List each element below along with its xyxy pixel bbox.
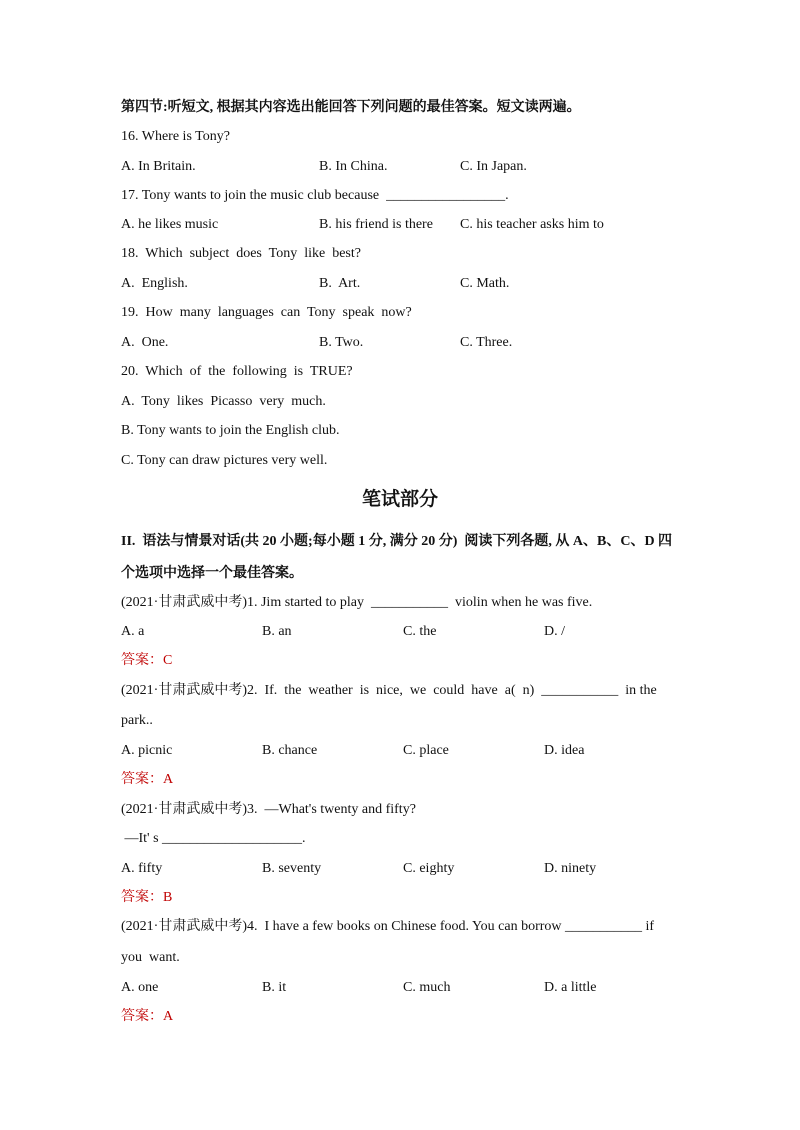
item-4-option-d: D. a little xyxy=(544,980,597,995)
q19-option-a: A. One. xyxy=(121,335,169,350)
item-2-option-c: C. place xyxy=(403,743,449,758)
q18-option-b: B. Art. xyxy=(319,276,361,291)
item-3-option-c: C. eighty xyxy=(403,861,455,876)
item-2-answer: 答案：A xyxy=(121,772,174,787)
item-4-answer: 答案：A xyxy=(121,1009,174,1024)
item-3-option-a: A. fifty xyxy=(121,861,163,876)
item-2-question-line2: park.. xyxy=(121,713,153,728)
item-4-option-b: B. it xyxy=(262,980,287,995)
q19-option-c: C. Three. xyxy=(460,335,513,350)
question-18: 18. Which subject does Tony like best? xyxy=(121,246,361,261)
item-1-option-d: D. / xyxy=(544,624,565,639)
q18-option-c: C. Math. xyxy=(460,276,510,291)
q16-option-c: C. In Japan. xyxy=(460,159,527,174)
q17-option-c: C. his teacher asks him to xyxy=(460,217,604,232)
q17-option-b: B. his friend is there xyxy=(319,217,433,232)
item-3-question-line2: —It' s ____________________. xyxy=(121,831,306,846)
section2-heading-line1: II. 语法与情景对话(共 20 小题;每小题 1 分, 满分 20 分) 阅读下列各题, 从 A、B、C、D 四 xyxy=(121,534,673,549)
item-3-option-d: D. ninety xyxy=(544,861,597,876)
item-2-option-a: A. picnic xyxy=(121,743,173,758)
item-1-option-a: A. a xyxy=(121,624,145,639)
item-1-option-c: C. the xyxy=(403,624,437,639)
item-1-option-b: B. an xyxy=(262,624,292,639)
item-4-question-line2: you want. xyxy=(121,950,180,965)
section2-heading-line2: 个选项中选择一个最佳答案。 xyxy=(121,566,303,581)
item-3-question: (2021·甘肃武威中考)3. —What's twenty and fifty? xyxy=(121,802,416,817)
item-1-answer: 答案：C xyxy=(121,653,173,668)
q18-option-a: A. English. xyxy=(121,276,188,291)
item-1-question: (2021·甘肃武威中考)1. Jim started to play ___________ violin when he was five. xyxy=(121,595,593,610)
item-4-question-line1: (2021·甘肃武威中考)4. I have a few books on Chinese food. You can borrow ___________ if xyxy=(121,919,655,934)
written-part-title: 笔试部分 xyxy=(361,489,438,510)
q20-option-a: A. Tony likes Picasso very much. xyxy=(121,394,326,409)
item-2-question-line1: (2021·甘肃武威中考)2. If. the weather is nice, we could have a( n) ___________ in the xyxy=(121,683,657,698)
q20-option-b: B. Tony wants to join the English club. xyxy=(121,423,340,438)
item-4-option-a: A. one xyxy=(121,980,159,995)
question-19: 19. How many languages can Tony speak now? xyxy=(121,305,412,320)
item-3-answer: 答案：B xyxy=(121,890,173,905)
q17-option-a: A. he likes music xyxy=(121,217,219,232)
item-2-option-d: D. idea xyxy=(544,743,585,758)
question-17: 17. Tony wants to join the music club because _________________. xyxy=(121,188,509,203)
item-4-option-c: C. much xyxy=(403,980,451,995)
q20-option-c: C. Tony can draw pictures very well. xyxy=(121,453,328,468)
question-16: 16. Where is Tony? xyxy=(121,129,230,144)
section4-heading: 第四节:听短文, 根据其内容选出能回答下列问题的最佳答案。短文读两遍。 xyxy=(121,100,581,115)
question-20: 20. Which of the following is TRUE? xyxy=(121,364,353,379)
item-3-option-b: B. seventy xyxy=(262,861,322,876)
item-2-option-b: B. chance xyxy=(262,743,318,758)
q16-option-a: A. In Britain. xyxy=(121,159,196,174)
q16-option-b: B. In China. xyxy=(319,159,388,174)
q19-option-b: B. Two. xyxy=(319,335,364,350)
